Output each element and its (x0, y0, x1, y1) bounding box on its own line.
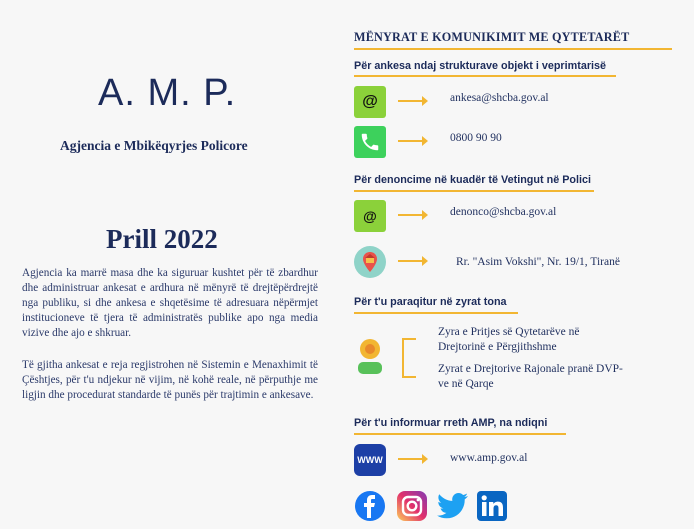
facebook-icon[interactable] (354, 490, 386, 522)
office-regional: Zyrat e Drejtorive Rajonale pranë DVP-ve në Qarqe (438, 363, 623, 390)
report-email-row (354, 200, 674, 236)
arrow-icon (398, 214, 426, 216)
arrow-icon (398, 458, 426, 460)
phone-icon (354, 126, 386, 158)
office-central: Zyra e Pritjes së Qytetarëve në Drejtorinë e Përgjithshme (438, 326, 580, 353)
section-underline (354, 190, 594, 192)
website-link[interactable]: www.amp.gov.al (450, 452, 528, 464)
arrow-icon (398, 100, 426, 102)
agency-name: Agjencia e Mbikëqyrjes Policore (60, 138, 248, 153)
twitter-icon[interactable] (436, 490, 468, 522)
complaints-phone-row (354, 126, 674, 162)
intro-paragraph: Agjencia ka marrë masa dhe ka siguruar kushtet për të zbardhur dhe administruar ankesat e ardhura në mënyrë të drejtëpërdrejtë nga publiku, si dhe ankesa e shqetësime të adresuara nëpërmjet institucioneve të tjera të administratës publike apo nga media vizive dhe ajo e shkruar. (22, 267, 318, 339)
complaints-email-link[interactable]: ankesa@shcba.gov.al (450, 92, 549, 104)
publication-date: Prill 2022 (106, 224, 218, 254)
section-info-heading: Për t'u informuar rreth AMP, na ndiqni (354, 417, 548, 429)
amp-logo-title: A. M. P. (98, 72, 237, 114)
communication-title: MËNYRAT E KOMUNIKIMIT ME QYTETARËT (354, 30, 630, 44)
complaints-email-row (354, 86, 674, 122)
email-icon: @ (354, 86, 386, 118)
right-column (350, 0, 680, 529)
section-underline (354, 312, 518, 314)
section-underline (354, 433, 566, 435)
section-offices-heading: Për t'u paraqitur në zyrat tona (354, 296, 507, 308)
instagram-icon[interactable] (396, 490, 428, 522)
section-report-heading: Për denoncime në kuadër të Vetingut në Polici (354, 174, 591, 186)
report-address: Rr. "Asim Vokshi", Nr. 19/1, Tiranë (456, 256, 620, 268)
email-icon: @ (354, 200, 386, 232)
location-icon (354, 246, 386, 278)
section-underline (354, 75, 616, 77)
section-complaints-heading: Për ankesa ndaj strukturave objekt i veprimtarisë (354, 60, 607, 72)
registration-paragraph: Të gjitha ankesat e reja regjistrohen në Sistemin e Menaxhimit të Çështjes, për t'u ndjekur në vijim, në kohë reale, në përputhje me ligjin dhe procedurat standarde të punës për trajtimin e ankesave. (22, 359, 318, 401)
complaints-phone-link[interactable]: 0800 90 90 (450, 132, 502, 144)
bracket-icon (402, 338, 416, 378)
person-icon (354, 340, 386, 372)
offices-row (354, 326, 674, 390)
report-email-link[interactable]: denonco@shcba.gov.al (450, 206, 557, 218)
linkedin-icon[interactable] (476, 490, 508, 522)
www-icon: WWW (354, 444, 386, 476)
website-row (354, 444, 674, 480)
arrow-icon (398, 140, 426, 142)
report-address-row (354, 246, 674, 282)
arrow-icon (398, 260, 426, 262)
title-underline (354, 48, 672, 50)
